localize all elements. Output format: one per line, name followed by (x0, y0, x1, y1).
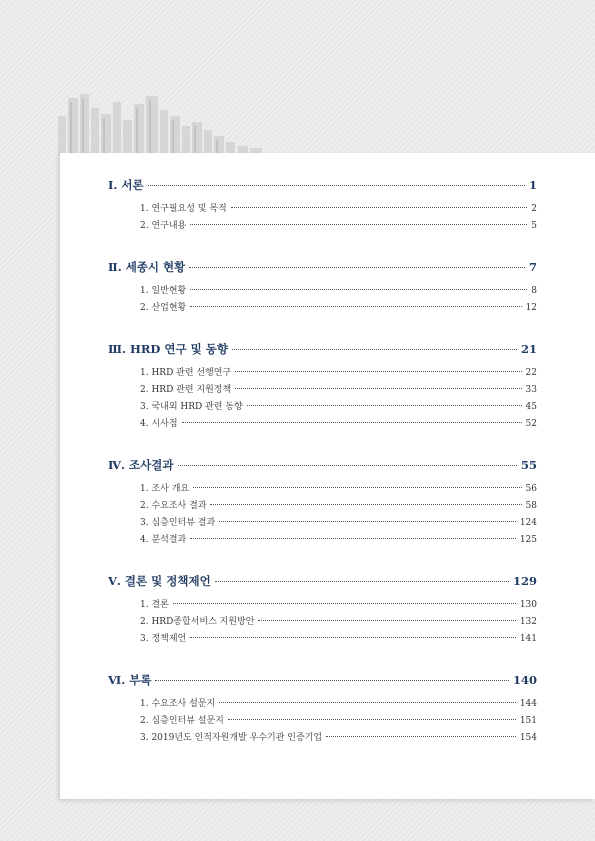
toc-item-title: 2. HRD종합서비스 지원방안 (140, 617, 255, 627)
toc-chapter[interactable] (108, 573, 537, 589)
dot-leader (190, 224, 527, 225)
dot-leader (189, 267, 525, 268)
toc-item-title: 4. 분석결과 (140, 535, 187, 545)
dot-leader (326, 736, 516, 737)
toc-item[interactable] (108, 631, 537, 644)
dot-leader (219, 521, 516, 522)
toc-item-page-number: 52 (525, 419, 537, 429)
toc-item-page-number: 125 (519, 535, 537, 545)
toc-chapter-page-number: 7 (528, 260, 537, 274)
toc-item[interactable] (108, 481, 537, 494)
toc-item-title: 1. 조사 개요 (140, 484, 190, 494)
dot-leader (232, 349, 517, 350)
toc-chapter-page-number: 21 (520, 342, 537, 356)
toc-item-title: 2. 연구내용 (140, 221, 187, 231)
toc-item[interactable] (108, 283, 537, 296)
toc-chapter-title: Ⅳ. 조사결과 (108, 458, 174, 472)
toc-item-title: 1. 결론 (140, 600, 169, 610)
toc-item-page-number: 141 (519, 634, 537, 644)
toc-item[interactable] (108, 730, 537, 743)
toc-chapter[interactable] (108, 177, 537, 193)
toc-item-title: 3. 심층인터뷰 결과 (140, 518, 216, 528)
dot-leader (258, 620, 515, 621)
dot-leader (182, 422, 522, 423)
toc-item-title: 2. 산업현황 (140, 303, 187, 313)
toc-item-title: 2. 수요조사 결과 (140, 501, 207, 511)
toc-item-page-number: 56 (525, 484, 537, 494)
toc-item-page-number: 132 (519, 617, 537, 627)
toc-item-title: 4. 시사점 (140, 419, 178, 429)
toc-item[interactable] (108, 614, 537, 627)
toc-item[interactable] (108, 382, 537, 395)
dot-leader (190, 637, 516, 638)
toc-item-title: 2. HRD 관련 지원정책 (140, 385, 232, 395)
toc-chapter-page-number: 129 (512, 574, 537, 588)
toc-chapter-page-number: 1 (528, 178, 537, 192)
dot-leader (178, 465, 517, 466)
toc-chapter-title: Ⅴ. 결론 및 정책제언 (108, 574, 211, 588)
toc-page (60, 153, 595, 799)
toc-item-page-number: 130 (519, 600, 537, 610)
toc-item[interactable] (108, 498, 537, 511)
dot-leader (193, 487, 521, 488)
toc-item[interactable] (108, 713, 537, 726)
toc-item-title: 3. 정책제언 (140, 634, 187, 644)
dot-leader (235, 388, 521, 389)
toc-chapter[interactable] (108, 457, 537, 473)
toc-item-title: 2. 심층인터뷰 설문지 (140, 716, 224, 726)
toc-item-page-number: 124 (519, 518, 537, 528)
toc-item[interactable] (108, 696, 537, 709)
toc-chapter[interactable] (108, 259, 537, 275)
toc-chapter-page-number: 55 (520, 458, 537, 472)
dot-leader (219, 702, 516, 703)
dot-leader (190, 289, 527, 290)
toc-chapter[interactable] (108, 341, 537, 357)
toc-item-title: 1. 일반현황 (140, 286, 187, 296)
toc-item[interactable] (108, 201, 537, 214)
toc-item-page-number: 2 (531, 204, 537, 214)
dot-leader (155, 680, 509, 681)
toc-chapter-page-number: 140 (512, 673, 537, 687)
city-skyline-illustration (58, 86, 278, 156)
toc-item[interactable] (108, 515, 537, 528)
toc-item-title: 1. HRD 관련 선행연구 (140, 368, 232, 378)
toc-item-page-number: 12 (525, 303, 537, 313)
dot-leader (228, 719, 516, 720)
toc-item-page-number: 22 (525, 368, 537, 378)
toc-item-page-number: 144 (519, 699, 537, 709)
toc-item[interactable] (108, 218, 537, 231)
toc-item[interactable] (108, 597, 537, 610)
toc-item-title: 3. 2019년도 인적자원개발 우수기관 인증기업 (140, 733, 323, 743)
toc-chapter-title: Ⅱ. 세종시 현황 (108, 260, 186, 274)
dot-leader (190, 306, 521, 307)
toc-chapter-title: Ⅲ. HRD 연구 및 동향 (108, 342, 228, 356)
dot-leader (247, 405, 522, 406)
toc-item-page-number: 58 (525, 501, 537, 511)
toc-item[interactable] (108, 365, 537, 378)
dot-leader (173, 603, 516, 604)
toc-item-page-number: 45 (525, 402, 537, 412)
dot-leader (190, 538, 516, 539)
dot-leader (148, 185, 525, 186)
dot-leader (235, 371, 521, 372)
toc-item-title: 1. 연구필요성 및 목적 (140, 204, 227, 214)
toc-item-title: 3. 국내외 HRD 관련 동향 (140, 402, 243, 412)
toc-chapter-title: Ⅰ. 서론 (108, 178, 144, 192)
toc-item[interactable] (108, 399, 537, 412)
toc-item-page-number: 5 (531, 221, 537, 231)
toc-item[interactable] (108, 416, 537, 429)
toc-item[interactable] (108, 300, 537, 313)
toc-item-page-number: 151 (519, 716, 537, 726)
toc-item-title: 1. 수요조사 설문지 (140, 699, 216, 709)
dot-leader (210, 504, 521, 505)
toc-item-page-number: 8 (531, 286, 537, 296)
dot-leader (215, 581, 509, 582)
dot-leader (231, 207, 528, 208)
toc-item-page-number: 33 (525, 385, 537, 395)
toc-item-page-number: 154 (519, 733, 537, 743)
toc-chapter-title: Ⅵ. 부록 (108, 673, 152, 687)
toc-item[interactable] (108, 532, 537, 545)
toc-chapter[interactable] (108, 672, 537, 688)
